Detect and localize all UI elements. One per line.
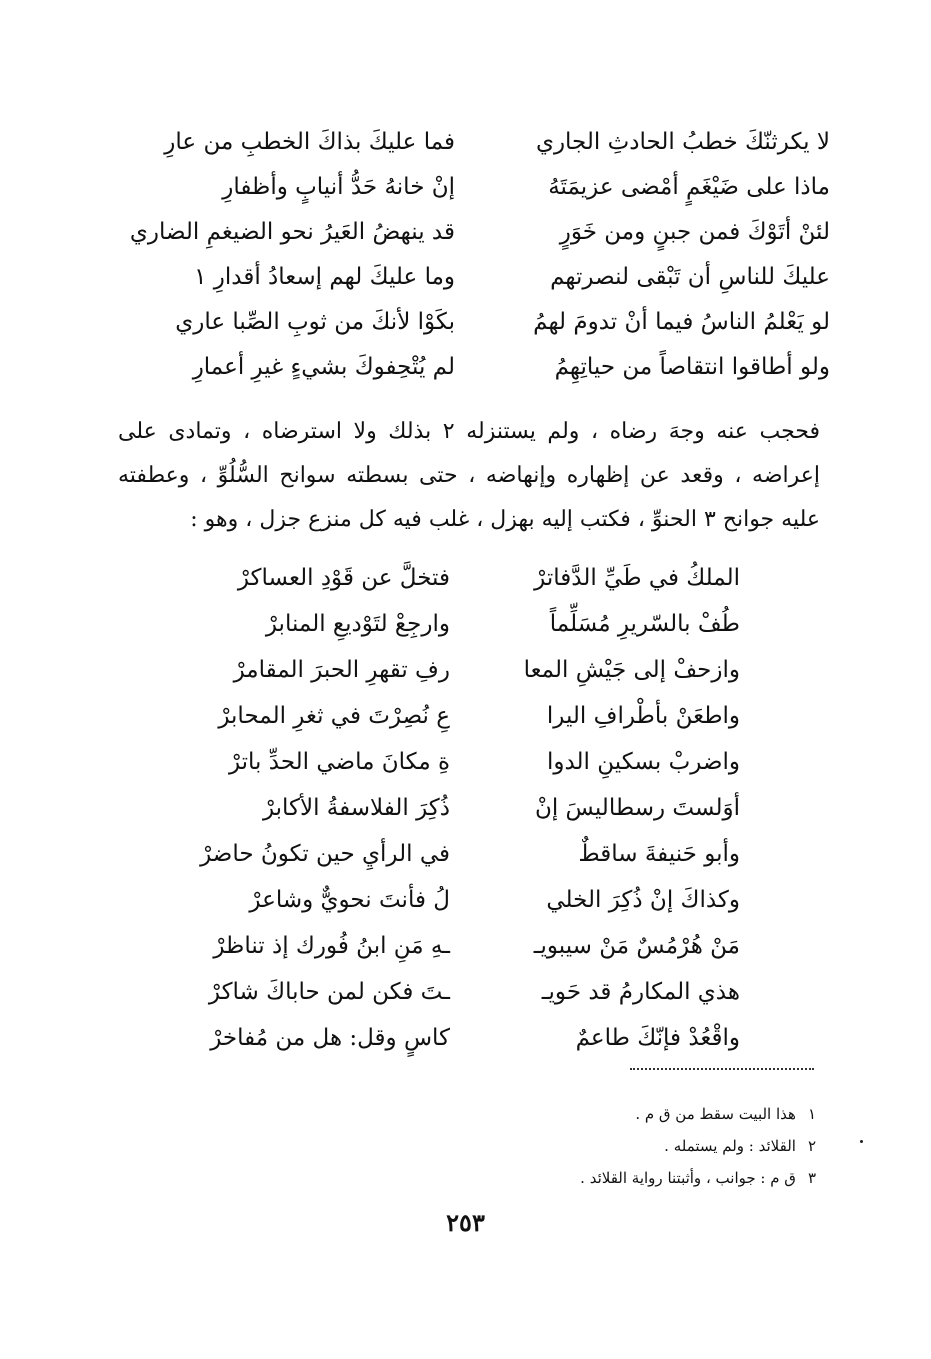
verse-second-hemistich: لم يُتْحِفوكَ بشيءٍ غيرِ أعمارِ — [192, 354, 455, 380]
verse-first-hemistich: لا يكرثنّكَ خطبُ الحادثِ الجاري — [535, 129, 830, 155]
verse-second-hemistich: رفِ تقهرِ الحبرَ المقامرْ — [233, 657, 450, 683]
verse-first-hemistich: وكذاكَ إنْ ذُكِرَ الخلي — [546, 887, 740, 913]
verse-line — [120, 212, 830, 257]
verse-second-hemistich: وارجِعْ لتَوْديعِ المنابرْ — [265, 611, 450, 637]
footnote-number: ٣ — [807, 1169, 816, 1187]
verse-line — [180, 696, 740, 742]
verse-line — [180, 742, 740, 788]
verse-first-hemistich: هذي المكارمُ قد حَويـ — [541, 979, 740, 1005]
verse-first-hemistich: واضربْ بسكينِ الدوا — [546, 749, 740, 775]
footnote — [420, 1098, 816, 1130]
verse-first-hemistich: طُفْ بالسّريرِ مُسَلِّماً — [549, 611, 740, 637]
verse-line — [180, 1018, 740, 1064]
verse-line — [180, 788, 740, 834]
footnote-separator — [630, 1068, 814, 1070]
page-number: ٢٥٣ — [446, 1208, 485, 1237]
poem-first — [120, 122, 830, 392]
verse-first-hemistich: مَنْ هُرْمُسٌ مَنْ سيبويـ — [533, 933, 740, 959]
verse-second-hemistich: ـتَ فكن لمن حاباكَ شاكرْ — [208, 979, 450, 1005]
verse-line — [180, 650, 740, 696]
verse-line — [180, 880, 740, 926]
verse-first-hemistich: وازحفْ إلى جَيْشِ المعا — [523, 657, 740, 683]
verse-line — [120, 347, 830, 392]
verse-first-hemistich: ماذا على ضَيْغَمٍ أمْضى عزيمَتَهُ — [548, 174, 830, 200]
verse-first-hemistich: وأبو حَنيفةَ ساقطٌ — [578, 841, 740, 867]
verse-first-hemistich: واطعَنْ بأطْرافِ اليرا — [546, 703, 740, 729]
footnotes — [420, 1098, 816, 1194]
footnote — [420, 1162, 816, 1194]
verse-line — [120, 302, 830, 347]
verse-second-hemistich: قد ينهضُ العَيرُ نحو الضيغمِ الضاري — [129, 219, 455, 245]
verse-first-hemistich: ولو أطاقوا انتقاصاً من حياتِهِمُ — [554, 354, 830, 380]
verse-second-hemistich: ـهِ مَنِ ابنُ فُورك إذ تناظرْ — [213, 933, 450, 959]
verse-second-hemistich: فتخلَّ عن قَوْدِ العساكرْ — [237, 565, 450, 591]
footnote-text: ق م : جوانب ، وأثبتنا رواية القلائد . — [580, 1169, 796, 1187]
poem-second — [180, 558, 740, 1064]
verse-first-hemistich: لئنْ أتَوْكَ فمن جبنٍ ومن خَوَرٍ — [559, 219, 830, 245]
margin-dot — [860, 1140, 863, 1143]
verse-second-hemistich: وما عليكَ لهم إسعادُ أقدارِ ١ — [194, 264, 455, 290]
verse-line — [120, 167, 830, 212]
footnote-text: القلائد : ولم يستمله . — [664, 1137, 796, 1155]
verse-second-hemistich: بكَوْا لأنكَ من ثوبِ الصِّبا عاري — [175, 309, 455, 335]
footnote — [420, 1130, 816, 1162]
verse-second-hemistich: عِ نُصِرْتَ في ثغرِ المحابرْ — [218, 703, 450, 729]
verse-second-hemistich: كاسٍ وقل: هل من مُفاخرْ — [210, 1025, 450, 1051]
verse-second-hemistich: إنْ خانهُ حَدُّ أنيابٍ وأظفارِ — [222, 174, 455, 200]
verse-second-hemistich: فما عليكَ بذاكَ الخطبِ من عارِ — [164, 129, 455, 155]
verse-first-hemistich: الملكُ في طَيِّ الدَّفاترْ — [534, 565, 740, 591]
prose-paragraph: فحجب عنه وجهَ رضاه ، ولم يستنزله ٢ بذلك ولا استرضاه ، وتمادى على إعراضه ، وقعد عن إظهاره وإنهاضه ، حتى بسطته سوانح السُّلُوِّ ، وعطفته عليه جوانح ٣ الحنوِّ ، فكتب إليه بهزل ، غلب فيه كل منزع جزل ، وهو : — [118, 419, 820, 532]
verse-second-hemistich: في الرأيِ حين تكونُ حاضرْ — [200, 841, 450, 867]
footnote-number: ٢ — [807, 1137, 816, 1155]
verse-line — [180, 972, 740, 1018]
verse-first-hemistich: عليكَ للناسِ أن تَبْقى لنصرتهم — [550, 264, 830, 290]
footnote-number: ١ — [807, 1105, 816, 1123]
verse-line — [180, 834, 740, 880]
verse-line — [180, 926, 740, 972]
verse-line — [180, 604, 740, 650]
verse-line — [120, 122, 830, 167]
verse-line — [120, 257, 830, 302]
verse-first-hemistich: أوَلستَ رسطاليسَ إنْ — [534, 795, 740, 821]
verse-second-hemistich: لُ فأنتَ نحويٌّ وشاعرْ — [249, 887, 450, 913]
verse-second-hemistich: ذُكِرَ الفلاسفةُ الأكابرْ — [262, 795, 450, 821]
verse-line — [180, 558, 740, 604]
footnote-text: هذا البيت سقط من ق م . — [635, 1105, 796, 1123]
verse-first-hemistich: واقْعُدْ فإنّكَ طاعمٌ — [575, 1025, 740, 1051]
verse-second-hemistich: ةِ مكانَ ماضي الحدِّ باترْ — [228, 749, 450, 775]
verse-first-hemistich: لو يَعْلمُ الناسُ فيما أنْ تدومَ لهمُ — [533, 309, 830, 335]
